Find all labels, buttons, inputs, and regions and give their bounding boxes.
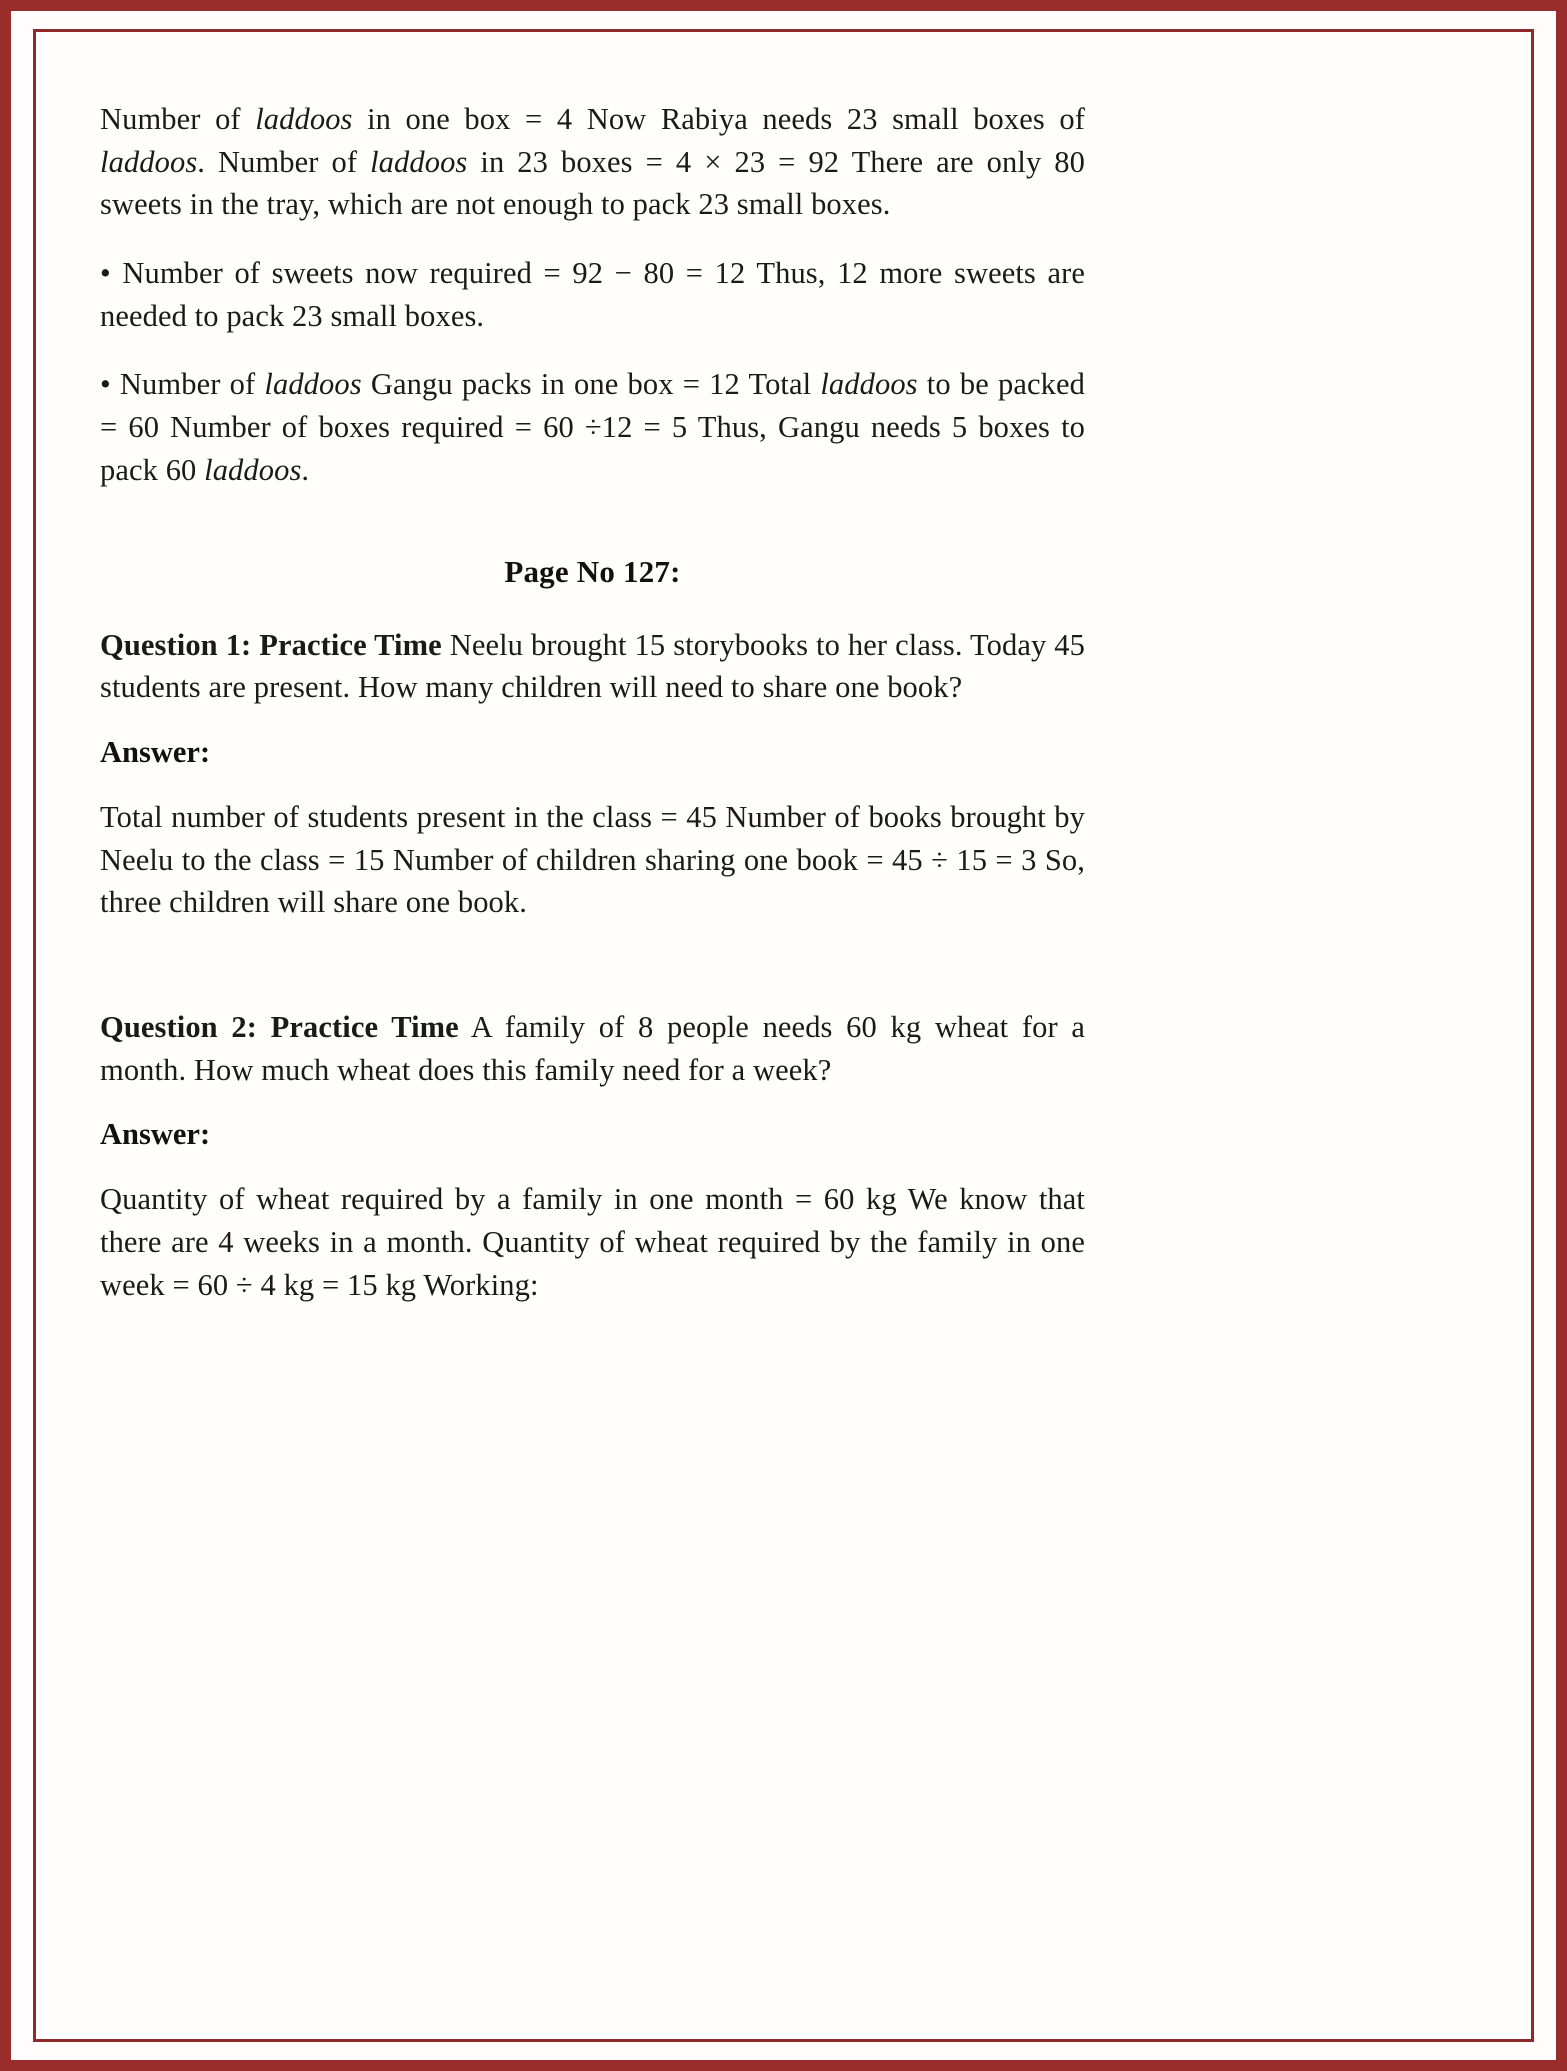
page-number-heading: Page No 127: [504, 553, 681, 589]
text-segment: . Number of [197, 144, 371, 179]
italic-laddoos: laddoos [370, 144, 468, 179]
question-1 [100, 624, 1085, 709]
question-1-label: Question 1: Practice Time [100, 627, 442, 662]
question-1-text: Neelu brought 15 storybooks to her class. Today 45 students are present. How many children will need to share one book? [100, 627, 1085, 705]
italic-laddoos: laddoos [204, 452, 302, 487]
text-segment: in one box = 4 Now Rabiya needs 23 small boxes of [352, 102, 1085, 136]
text-segment: in 23 boxes = 4 × 23 = 92 There are only 80 sweets in the tray, which are not enough to pack 23 small boxes. [100, 144, 1085, 222]
text-segment: Gangu packs in one box = 12 Total [361, 367, 821, 402]
text-segment: • Number of [100, 367, 265, 402]
italic-laddoos: laddoos [264, 367, 362, 402]
answer-2-text: Quantity of wheat required by a family in one month = 60 kg We know that there are 4 weeks in a month. Quantity of wheat required by the family in one week = 60 ÷ 4 kg = 15 kg Working: [100, 1182, 1085, 1302]
answer-2-label: Answer: [100, 1117, 211, 1152]
italic-laddoos: laddoos [820, 367, 918, 402]
answer-1-text: Total number of students present in the class = 45 Number of books brought by Neelu to the class = 15 Number of children sharing one book = 45 ÷ 15 = 3 So, three children will share one book. [100, 799, 1085, 920]
bullet-sweets-required: • Number of sweets now required = 92 − 80 = 12 Thus, 12 more sweets are needed to pack 23 small boxes. [100, 256, 1085, 333]
paragraph-laddoos-rabiya [100, 98, 1085, 226]
section-spacer [100, 950, 1085, 1006]
text-segment: Number of [100, 102, 256, 136]
text-segment: . [301, 452, 310, 487]
italic-laddoos: laddoos [100, 144, 198, 179]
answer-1-label: Answer: [100, 734, 211, 769]
question-2-label: Question 2: Practice Time [100, 1009, 459, 1044]
question-2-text: A family of 8 people needs 60 kg wheat for a month. How much wheat does this family need for a week? [100, 1009, 1085, 1087]
bullet-gangu-boxes [100, 363, 1085, 491]
question-2 [100, 1006, 1085, 1091]
document-content [100, 98, 1085, 1332]
italic-laddoos: laddoos [255, 102, 353, 136]
text-segment: to be packed = 60 Number of boxes required = 60 ÷12 = 5 Thus, Gangu needs 5 boxes to pack 60 [100, 367, 1085, 487]
